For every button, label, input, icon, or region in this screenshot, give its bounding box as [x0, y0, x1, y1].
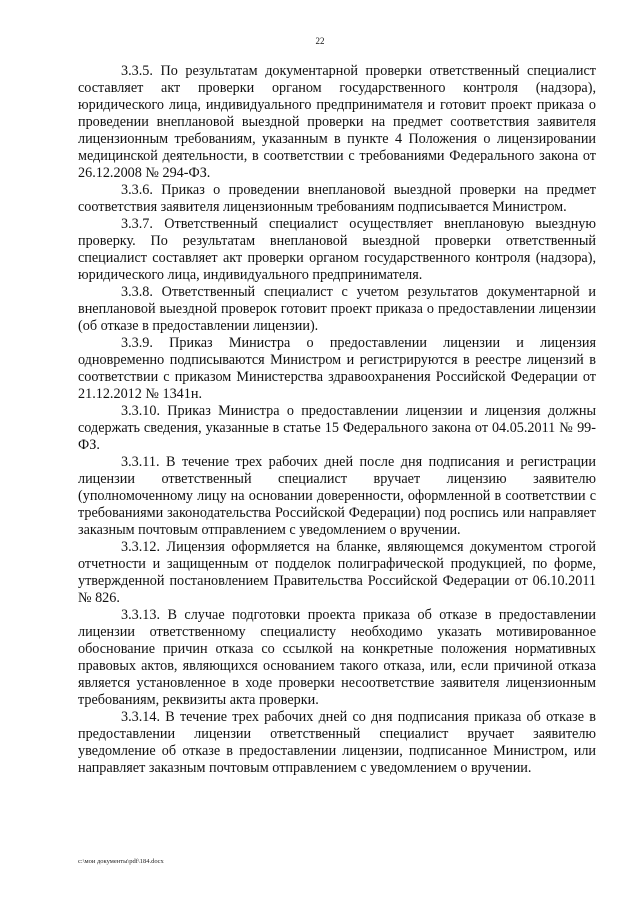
page-number: 22: [315, 36, 325, 46]
paragraph-3-3-14: 3.3.14. В течение трех рабочих дней со дня подписания приказа об отказе в предоставлении лицензии ответственный специалист вручает заявителю уведомление об отказе в предоставлении лицензии, подписанное Министром, или направляет заказным почтовым отправлением с уведомлением о вручении.: [78, 709, 596, 776]
paragraph-3-3-13: 3.3.13. В случае подготовки проекта приказа об отказе в предоставлении лицензии ответственному специалисту необходимо указать мотивированное обоснование причин отказа со ссылкой на конкретные положения нормативных правовых актов, являющихся основанием такого отказа, или, если причиной отказа является установленное в ходе проверки несоответствие заявителя лицензионным требованиям, реквизиты акта проверки.: [78, 607, 596, 708]
document-body: [78, 63, 596, 777]
paragraph-3-3-11: 3.3.11. В течение трех рабочих дней после дня подписания и регистрации лицензии ответственный специалист вручает лицензию заявителю (уполномоченному лицу на основании доверенности, оформленной в соответствии с требованиями законодательства Российской Федерации) под роспись или направляет заказным почтовым отправлением с уведомлением о вручении.: [78, 454, 596, 538]
paragraph-3-3-8: 3.3.8. Ответственный специалист с учетом результатов документарной и внеплановой выездной проверок готовит проект приказа о предоставлении лицензии (об отказе в предоставлении лицензии).: [78, 284, 596, 334]
paragraph-3-3-9: 3.3.9. Приказ Министра о предоставлении лицензии и лицензия одновременно подписываются Министром и регистрируются в реестре лицензий в соответствии с приказом Министерства здравоохранения Российской Федерации от 21.12.2012 № 1341н.: [78, 335, 596, 402]
paragraph-3-3-10: 3.3.10. Приказ Министра о предоставлении лицензии и лицензия должны содержать сведения, указанные в статье 15 Федерального закона от 04.05.2011 № 99-ФЗ.: [78, 403, 596, 453]
paragraph-3-3-7: 3.3.7. Ответственный специалист осуществляет внеплановую выездную проверку. По результатам внеплановой выездной проверки ответственный специалист составляет акт проверки органом государственного контроля (надзора), юридического лица, индивидуального предпринимателя.: [78, 216, 596, 283]
paragraph-3-3-12: 3.3.12. Лицензия оформляется на бланке, являющемся документом строгой отчетности и защищенным от подделок полиграфической продукцией, по форме, утвержденной постановлением Правительства Российской Федерации от 06.10.2011 № 826.: [78, 539, 596, 606]
paragraph-3-3-5: 3.3.5. По результатам документарной проверки ответственный специалист составляет акт проверки органом государственного контроля (надзора), юридического лица, индивидуального предпринимателя и готовит проект приказа о проведении внеплановой выездной проверки на предмет соответствия заявителя лицензионным требованиям, указанным в пункте 4 Положения о лицензировании медицинской деятельности, в соответствии с требованиями Федерального закона от 26.12.2008 № 294-ФЗ.: [78, 63, 596, 181]
footer-file-path: c:\мои документы\pdf\184.docx: [78, 858, 164, 865]
paragraph-3-3-6: 3.3.6. Приказ о проведении внеплановой выездной проверки на предмет соответствия заявителя лицензионным требованиям подписывается Министром.: [78, 182, 596, 215]
